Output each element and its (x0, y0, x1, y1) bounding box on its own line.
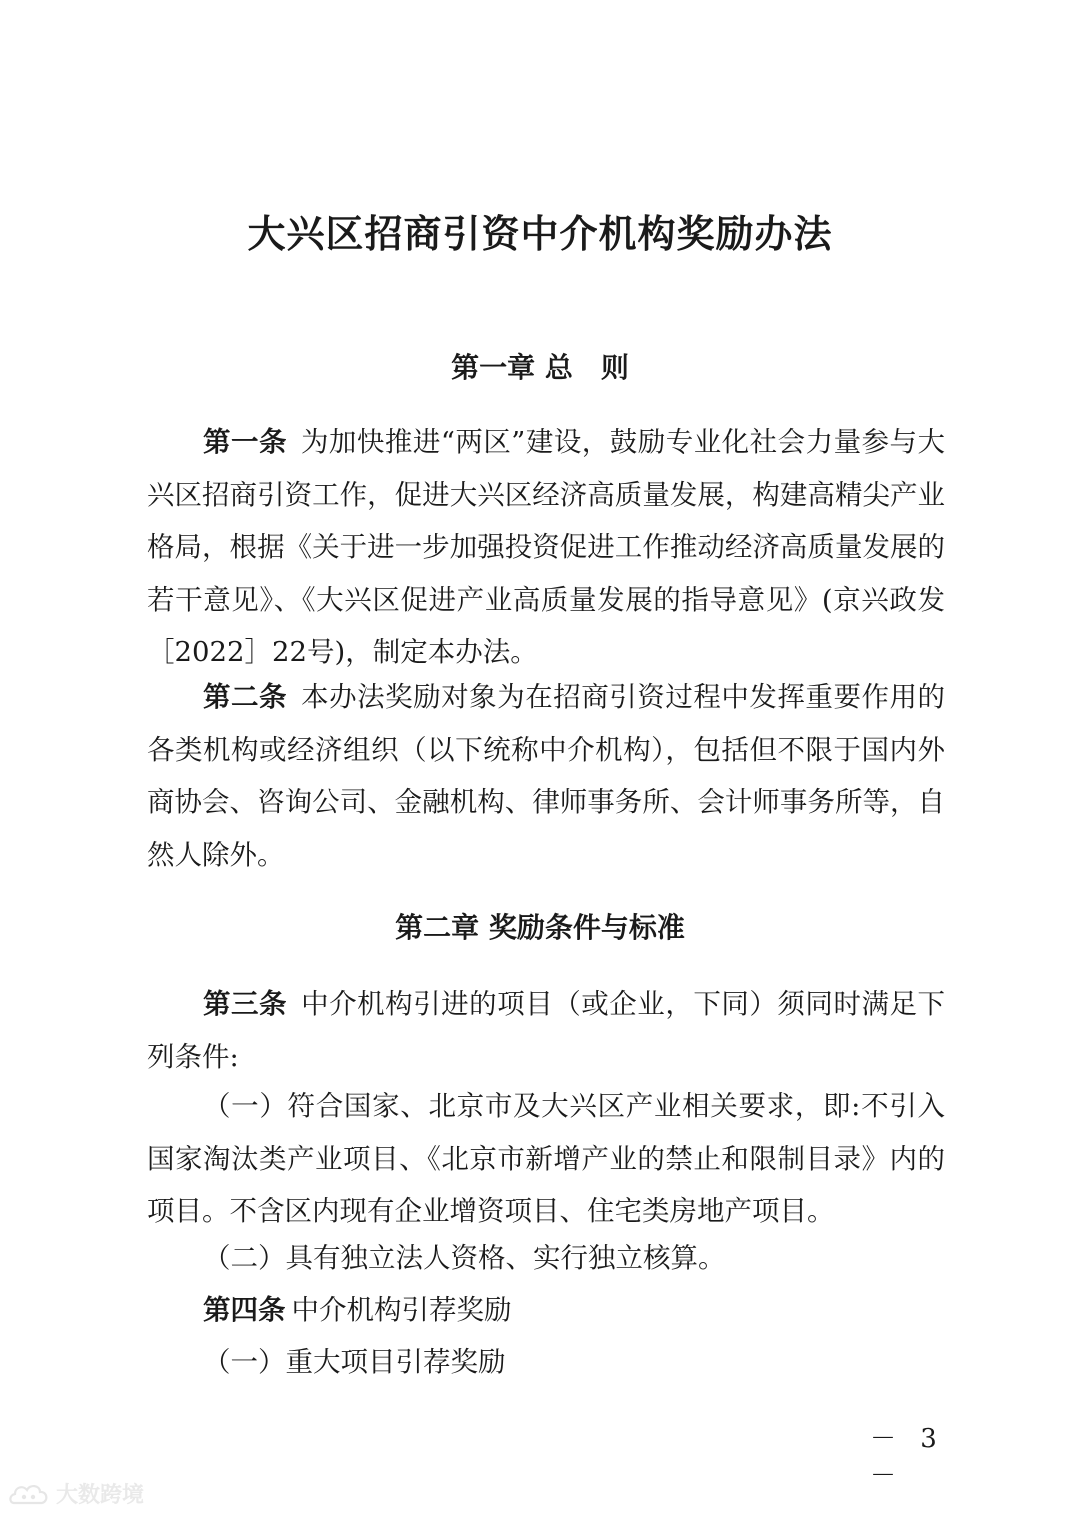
article-1-text: 为加快推进“两区”建设，鼓励专业化社会力量参与大兴区招商引资工作，促进大兴区经济高质量发展，构建高精尖产业格局，根据《关于进一步加强投资促进工作推动经济高质量发展的若干意见》、《大兴区促进产业高质量发展的指导意见》(京兴政发［2022］22号)，制定本办法。 (147, 426, 946, 668)
article-3-item-1: （一）符合国家、北京市及大兴区产业相关要求，即:不引入国家淘汰类产业项目、《北京市新增产业的禁止和限制目录》内的项目。不含区内现有企业增资项目、住宅类房地产项目。 (147, 1090, 945, 1227)
watermark-text: 大数跨境 (56, 1483, 145, 1508)
article-2-label: 第二条 (203, 681, 288, 713)
chapter-2-heading: 第二章 奖励条件与标准 (395, 911, 685, 944)
article-4 (147, 1284, 945, 1337)
watermark (8, 1478, 144, 1509)
page-number: － 3 － (870, 1424, 945, 1491)
document-title: 大兴区招商引资中介机构奖励办法 (247, 212, 833, 256)
article-2-text: 本办法奖励对象为在招商引资过程中发挥重要作用的各类机构或经济组织（以下统称中介机构），包括但不限于国内外商协会、咨询公司、金融机构、律师事务所、会计师事务所等，自然人除外。 (147, 681, 946, 871)
article-3-label: 第三条 (203, 988, 288, 1020)
chapter-1-heading: 第一章 总 则 (451, 351, 629, 384)
article-1-label: 第一条 (203, 426, 287, 458)
article-3 (147, 978, 945, 1083)
article-4-text: 中介机构引荐奖励 (291, 1294, 512, 1326)
article-1 (147, 416, 945, 679)
article-2 (147, 671, 945, 881)
cloud-logo-icon (8, 1479, 52, 1509)
article-3-item-2: （二）具有独立法人资格、实行独立核算。 (203, 1242, 726, 1274)
article-4-label: 第四条 (203, 1294, 286, 1326)
article-3-text: 中介机构引进的项目（或企业，下同）须同时满足下列条件: (147, 988, 946, 1073)
article-4-item-1: （一）重大项目引荐奖励 (203, 1346, 506, 1378)
